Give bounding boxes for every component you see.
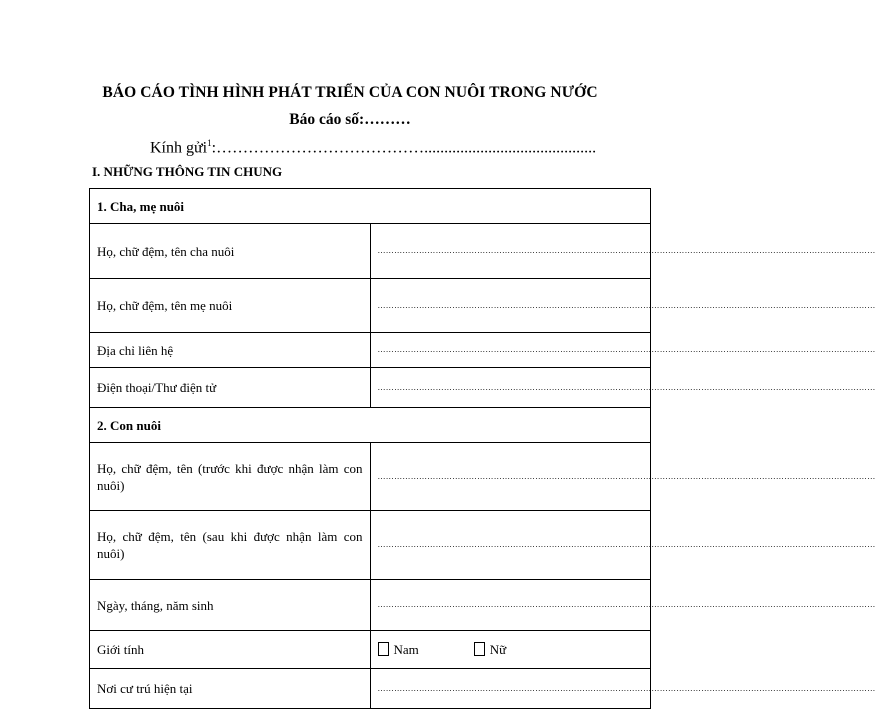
gender-male-label: Nam (393, 642, 419, 657)
fill-line: ……………………………………………………………………………………………………………………………………………………………… (377, 246, 876, 255)
gender-option-male[interactable] (378, 641, 419, 658)
current-residence-label: Nơi cư trú hiện tại (90, 669, 371, 709)
checkbox-icon[interactable] (474, 642, 485, 656)
table-row (90, 333, 651, 368)
adoptive-father-name-field[interactable] (370, 224, 876, 279)
adoptive-mother-name-label: Họ, chữ đệm, tên mẹ nuôi (90, 279, 371, 333)
recipient-line (150, 138, 596, 157)
adoptive-father-name-label: Họ, chữ đệm, tên cha nuôi (90, 224, 371, 279)
fill-line: ……………………………………………………………………………………………………………………………………………………………… (377, 471, 876, 481)
child-name-before-field[interactable] (370, 443, 876, 511)
recipient-dots: :…………………………………........................................... (211, 139, 597, 157)
date-of-birth-field[interactable] (370, 580, 876, 631)
child-name-after-field[interactable] (370, 511, 876, 580)
report-number: Báo cáo số:……… (289, 111, 411, 128)
contact-address-label: Địa chỉ liên hệ (90, 333, 371, 368)
child-name-before-label: Họ, chữ đệm, tên (trước khi được nhận làm con nuôi) (90, 443, 371, 511)
child-header: 2. Con nuôi (90, 408, 651, 443)
table-row (90, 669, 651, 709)
table-row (90, 368, 651, 408)
table-row (90, 279, 651, 333)
section-title: I. NHỮNG THÔNG TIN CHUNG (92, 164, 283, 179)
table-row (90, 511, 651, 580)
child-name-after-label: Họ, chữ đệm, tên (sau khi được nhận làm con nuôi) (90, 511, 371, 580)
info-table (89, 188, 876, 709)
fill-line: ……………………………………………………………………………………………………………………………………………………………… (377, 600, 876, 609)
table-row (90, 443, 651, 511)
gender-option-female[interactable] (474, 641, 506, 658)
table-row (90, 408, 651, 443)
recipient-label: Kính gửi (150, 139, 208, 157)
fill-line: ……………………………………………………………………………………………………………………………………………………………… (377, 345, 876, 354)
date-of-birth-label: Ngày, tháng, năm sinh (90, 580, 371, 631)
phone-email-label: Điện thoại/Thư điện tử (90, 368, 371, 408)
table-row (90, 224, 651, 279)
fill-line: ……………………………………………………………………………………………………………………………………………………………… (377, 382, 876, 392)
table-row (90, 631, 651, 669)
table-row (90, 189, 651, 224)
table-row (90, 580, 651, 631)
gender-label: Giới tính (90, 631, 371, 669)
adoptive-mother-name-field[interactable] (370, 279, 876, 333)
gender-field (370, 631, 651, 669)
current-residence-field[interactable] (370, 669, 876, 709)
fill-line: ……………………………………………………………………………………………………………………………………………………………… (377, 300, 876, 310)
checkbox-icon[interactable] (378, 642, 389, 656)
report-title: BÁO CÁO TÌNH HÌNH PHÁT TRIỂN CỦA CON NUÔI TRONG NƯỚC (102, 84, 598, 101)
phone-email-field[interactable] (370, 368, 876, 408)
parents-header: 1. Cha, mẹ nuôi (90, 189, 651, 224)
fill-line: ……………………………………………………………………………………………………………………………………………………………… (377, 540, 876, 549)
gender-female-label: Nữ (489, 642, 507, 657)
contact-address-field[interactable] (370, 333, 876, 368)
footnote-ref: 1 (207, 138, 212, 148)
fill-line: ……………………………………………………………………………………………………………………………………………………………… (377, 683, 876, 693)
